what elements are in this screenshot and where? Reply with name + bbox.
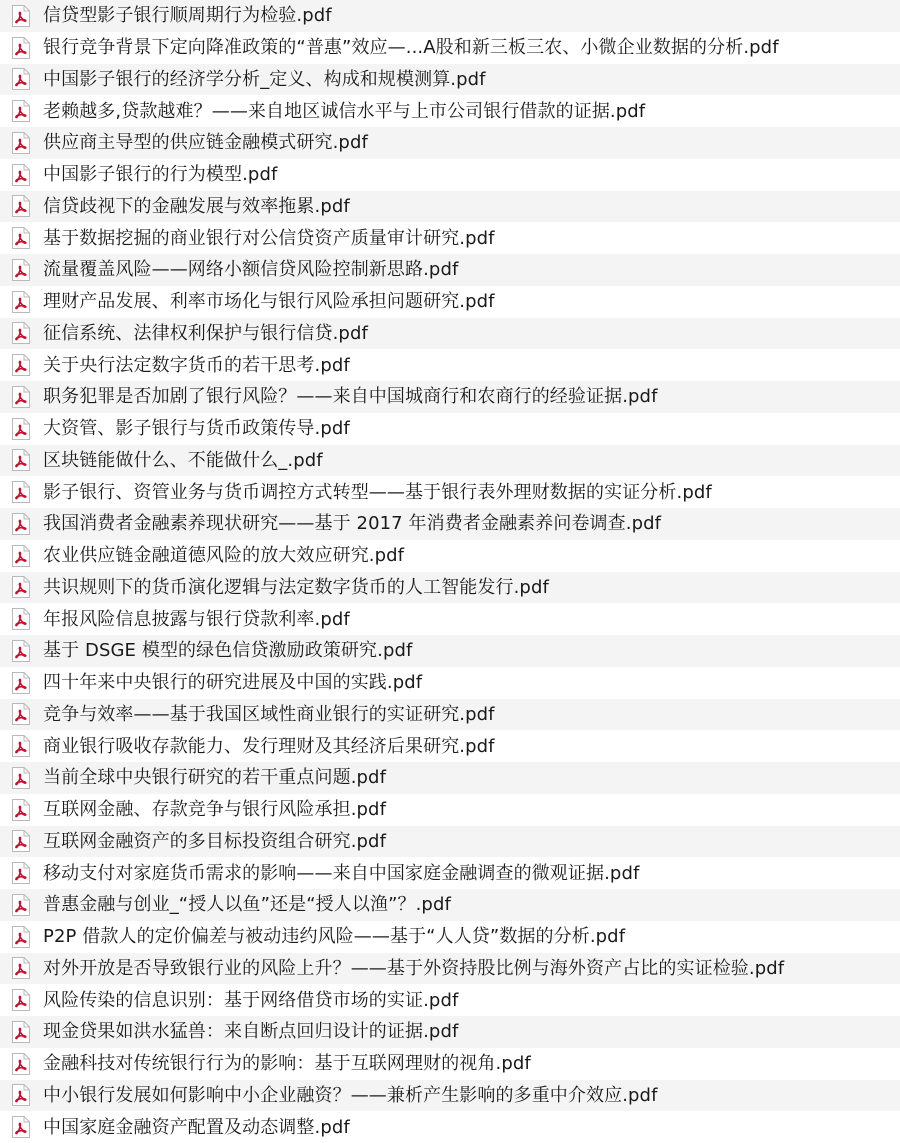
pdf-file-icon: [11, 926, 30, 948]
file-name: 普惠金融与创业_“授人以鱼”还是“授人以渔”？.pdf: [43, 894, 451, 916]
file-row[interactable]: [0, 127, 900, 159]
file-name: 信贷歧视下的金融发展与效率拖累.pdf: [43, 195, 350, 217]
file-row[interactable]: [0, 1080, 900, 1112]
file-row[interactable]: [0, 921, 900, 953]
pdf-file-icon: [11, 1021, 30, 1043]
file-row[interactable]: [0, 794, 900, 826]
file-row[interactable]: [0, 286, 900, 318]
file-name: 竞争与效率——基于我国区域性商业银行的实证研究.pdf: [43, 703, 495, 725]
pdf-file-icon: [11, 37, 30, 59]
file-name: 现金贷果如洪水猛兽：来自断点回归设计的证据.pdf: [43, 1021, 459, 1043]
pdf-file-icon: [11, 1084, 30, 1106]
pdf-file-icon: [11, 608, 30, 630]
file-row[interactable]: [0, 1016, 900, 1048]
pdf-file-icon: [11, 830, 30, 852]
file-row[interactable]: [0, 1048, 900, 1080]
file-name: 区块链能做什么、不能做什么_.pdf: [43, 449, 323, 471]
file-row[interactable]: [0, 572, 900, 604]
pdf-file-icon: [11, 354, 30, 376]
file-name: 商业银行吸收存款能力、发行理财及其经济后果研究.pdf: [43, 735, 495, 757]
pdf-file-icon: [11, 735, 30, 757]
file-name: 供应商主导型的供应链金融模式研究.pdf: [43, 132, 368, 154]
file-row[interactable]: [0, 730, 900, 762]
file-row[interactable]: [0, 0, 900, 32]
file-row[interactable]: [0, 222, 900, 254]
file-row[interactable]: [0, 1111, 900, 1143]
file-row[interactable]: [0, 762, 900, 794]
pdf-file-icon: [11, 291, 30, 313]
pdf-file-icon: [11, 132, 30, 154]
pdf-file-icon: [11, 767, 30, 789]
file-name: 征信系统、法律权利保护与银行信贷.pdf: [43, 322, 368, 344]
file-name: 银行竞争背景下定向降准政策的“普惠”效应—...A股和新三板三农、小微企业数据的分析.pdf: [43, 37, 779, 59]
file-name: 我国消费者金融素养现状研究——基于 2017 年消费者金融素养问卷调查.pdf: [43, 513, 662, 535]
pdf-file-icon: [11, 1116, 30, 1138]
file-name: 中小银行发展如何影响中小企业融资？——兼析产生影响的多重中介效应.pdf: [43, 1084, 658, 1106]
file-row[interactable]: [0, 64, 900, 96]
file-name: 共识规则下的货币演化逻辑与法定数字货币的人工智能发行.pdf: [43, 576, 549, 598]
file-row[interactable]: [0, 318, 900, 350]
file-row[interactable]: [0, 508, 900, 540]
file-name: 大资管、影子银行与货币政策传导.pdf: [43, 418, 350, 440]
file-row[interactable]: [0, 445, 900, 477]
file-name: 中国影子银行的经济学分析_定义、构成和规模测算.pdf: [43, 68, 486, 90]
pdf-file-icon: [11, 322, 30, 344]
file-name: 理财产品发展、利率市场化与银行风险承担问题研究.pdf: [43, 291, 495, 313]
file-row[interactable]: [0, 159, 900, 191]
pdf-file-icon: [11, 513, 30, 535]
file-row[interactable]: [0, 603, 900, 635]
pdf-file-icon: [11, 576, 30, 598]
pdf-file-icon: [11, 164, 30, 186]
pdf-file-icon: [11, 195, 30, 217]
pdf-file-icon: [11, 481, 30, 503]
file-row[interactable]: [0, 476, 900, 508]
file-name: 影子银行、资管业务与货币调控方式转型——基于银行表外理财数据的实证分析.pdf: [43, 481, 712, 503]
pdf-file-icon: [11, 449, 30, 471]
file-row[interactable]: [0, 254, 900, 286]
file-row[interactable]: [0, 540, 900, 572]
pdf-file-icon: [11, 1053, 30, 1075]
pdf-file-icon: [11, 703, 30, 725]
file-name: 信贷型影子银行顺周期行为检验.pdf: [43, 5, 332, 27]
pdf-file-icon: [11, 386, 30, 408]
file-name: 互联网金融资产的多目标投资组合研究.pdf: [43, 830, 387, 852]
pdf-file-icon: [11, 100, 30, 122]
file-row[interactable]: [0, 95, 900, 127]
file-name: 中国家庭金融资产配置及动态调整.pdf: [43, 1116, 350, 1138]
file-name: 金融科技对传统银行行为的影响：基于互联网理财的视角.pdf: [43, 1053, 531, 1075]
pdf-file-icon: [11, 259, 30, 281]
file-name: 流量覆盖风险——网络小额信贷风险控制新思路.pdf: [43, 259, 459, 281]
file-name: 互联网金融、存款竞争与银行风险承担.pdf: [43, 799, 387, 821]
file-name: 四十年来中央银行的研究进展及中国的实践.pdf: [43, 672, 423, 694]
file-row[interactable]: [0, 667, 900, 699]
file-row[interactable]: [0, 32, 900, 64]
file-row[interactable]: [0, 635, 900, 667]
file-name: 基于数据挖掘的商业银行对公信贷资产质量审计研究.pdf: [43, 227, 495, 249]
pdf-file-icon: [11, 799, 30, 821]
pdf-file-icon: [11, 672, 30, 694]
file-row[interactable]: [0, 857, 900, 889]
pdf-file-icon: [11, 989, 30, 1011]
pdf-file-icon: [11, 957, 30, 979]
file-row[interactable]: [0, 826, 900, 858]
file-row[interactable]: [0, 953, 900, 985]
file-row[interactable]: [0, 984, 900, 1016]
file-name: 基于 DSGE 模型的绿色信贷激励政策研究.pdf: [43, 640, 413, 662]
pdf-file-icon: [11, 640, 30, 662]
pdf-file-icon: [11, 545, 30, 567]
pdf-file-icon: [11, 227, 30, 249]
file-row[interactable]: [0, 889, 900, 921]
file-name: 年报风险信息披露与银行贷款利率.pdf: [43, 608, 350, 630]
file-name: 风险传染的信息识别：基于网络借贷市场的实证.pdf: [43, 989, 459, 1011]
file-name: 农业供应链金融道德风险的放大效应研究.pdf: [43, 545, 405, 567]
file-row[interactable]: [0, 191, 900, 223]
file-name: 对外开放是否导致银行业的风险上升？——基于外资持股比例与海外资产占比的实证检验.pdf: [43, 957, 785, 979]
file-row[interactable]: [0, 349, 900, 381]
file-name: 老赖越多,贷款越难？——来自地区诚信水平与上市公司银行借款的证据.pdf: [43, 100, 646, 122]
pdf-file-icon: [11, 418, 30, 440]
pdf-file-icon: [11, 862, 30, 884]
file-name: 当前全球中央银行研究的若干重点问题.pdf: [43, 767, 387, 789]
file-row[interactable]: [0, 699, 900, 731]
file-name: 职务犯罪是否加剧了银行风险？——来自中国城商行和农商行的经验证据.pdf: [43, 386, 658, 408]
file-row[interactable]: [0, 381, 900, 413]
file-name: P2P 借款人的定价偏差与被动违约风险——基于“人人贷”数据的分析.pdf: [43, 926, 626, 948]
pdf-file-icon: [11, 894, 30, 916]
file-row[interactable]: [0, 413, 900, 445]
file-name: 中国影子银行的行为模型.pdf: [43, 164, 278, 186]
file-name: 移动支付对家庭货币需求的影响——来自中国家庭金融调查的微观证据.pdf: [43, 862, 640, 884]
file-name: 关于央行法定数字货币的若干思考.pdf: [43, 354, 350, 376]
pdf-file-icon: [11, 5, 30, 27]
pdf-file-icon: [11, 68, 30, 90]
